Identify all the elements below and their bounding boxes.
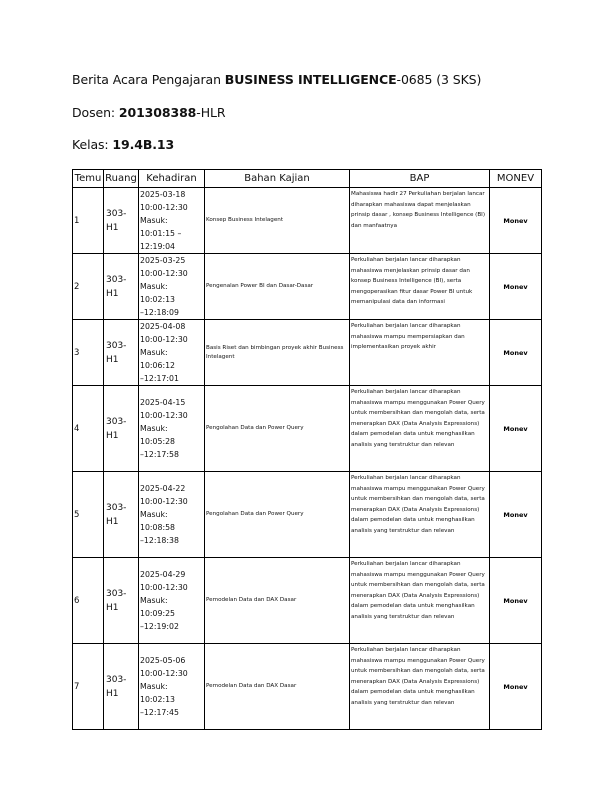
table-row — [73, 644, 542, 730]
kehadiran-cell — [139, 644, 205, 730]
kehadiran-line: 2025-04-15 — [140, 398, 186, 407]
monev-cell — [490, 558, 542, 644]
bahan-kajian-cell: Pemodelan Data dan DAX Dasar — [205, 644, 350, 730]
table-header-row — [73, 170, 542, 188]
ruang-cell: 303-H1 — [104, 472, 139, 558]
kehadiran-line: –12:18:09 — [140, 308, 179, 317]
course-name: BUSINESS INTELLIGENCE — [224, 72, 397, 87]
kehadiran-cell — [139, 472, 205, 558]
ruang-cell: 303-H1 — [104, 320, 139, 386]
monev-cell — [490, 472, 542, 558]
kehadiran-line: 10:00-12:30 — [140, 335, 188, 344]
table-row — [73, 558, 542, 644]
kehadiran-line: Masuk: 10:01:15 – — [140, 216, 182, 238]
kehadiran-line: 10:00-12:30 — [140, 269, 188, 278]
kehadiran-line: –12:17:45 — [140, 708, 179, 717]
column-header-kehadiran: Kehadiran — [139, 170, 205, 188]
bap-cell: Perkuliahan berjalan lancar diharapkan mahasiswa mampu menggunakan Power Query untuk membersihkan dan mengolah data, serta menerapkan DAX (Data Analysis Expressions) dalam pemodelan data untuk menghasilkan analisis yang terstruktur dan relevan — [350, 386, 490, 472]
kehadiran-line: 2025-03-18 — [140, 190, 186, 199]
temu-cell: 5 — [73, 472, 104, 558]
ruang-cell: 303-H1 — [104, 644, 139, 730]
temu-cell: 6 — [73, 558, 104, 644]
bap-cell: Perkuliahan berjalan lancar diharapkan mahasiswa mampu mempersiapkan dan implementasikan proyek akhir — [350, 320, 490, 386]
table-row — [73, 188, 542, 254]
monev-cell — [490, 644, 542, 730]
lecturer-label: Dosen: — [72, 105, 119, 120]
monev-cell — [490, 254, 542, 320]
bahan-kajian-cell: Pengolahan Data dan Power Query — [205, 472, 350, 558]
kehadiran-line: –12:17:01 — [140, 374, 179, 383]
course-code-credits: -0685 (3 SKS) — [396, 72, 482, 87]
bahan-kajian-cell: Pengolahan Data dan Power Query — [205, 386, 350, 472]
monev-cell — [490, 188, 542, 254]
kehadiran-line: –12:19:02 — [140, 622, 179, 631]
kehadiran-line: –12:17:58 — [140, 450, 179, 459]
temu-cell: 3 — [73, 320, 104, 386]
lecturer-id: 201308388 — [118, 105, 197, 120]
column-header-temu: Temu — [73, 170, 104, 188]
table-row — [73, 386, 542, 472]
kehadiran-line: Masuk: 10:09:25 — [140, 596, 176, 618]
ruang-cell: 303-H1 — [104, 558, 139, 644]
bap-cell: Perkuliahan berjalan lancar diharapkan mahasiswa mampu menggunakan Power Query untuk membersihkan dan mengolah data, serta menerapkan DAX (Data Analysis Expressions) dalam pemodelan data untuk menghasilkan analisis yang terstruktur dan relevan — [350, 472, 490, 558]
monev-link[interactable]: Monev — [503, 424, 528, 433]
table-row — [73, 472, 542, 558]
table-row — [73, 254, 542, 320]
bap-cell: Mahasiswa hadir 27 Perkuliahan berjalan lancar diharapkan mahasiswa dapat menjelaskan prinsip dasar , konsep Business Intelligence (BI) dan manfaatnya — [350, 188, 490, 254]
column-header-ruang: Ruang — [104, 170, 139, 188]
column-header-bahan-kajian: Bahan Kajian — [205, 170, 350, 188]
bap-cell: Perkuliahan berjalan lancar diharapkan mahasiswa mampu menggunakan Power Query untuk membersihkan dan mengolah data, serta menerapkan DAX (Data Analysis Expressions) dalam pemodelan data untuk menghasilkan analisis yang terstruktur dan relevan — [350, 644, 490, 730]
ruang-cell: 303-H1 — [104, 188, 139, 254]
bahan-kajian-cell: Pemodelan Data dan DAX Dasar — [205, 558, 350, 644]
bahan-kajian-cell: Konsep Business Intelagent — [205, 188, 350, 254]
kehadiran-line: 10:00-12:30 — [140, 583, 188, 592]
kehadiran-line: Masuk: 10:02:13 — [140, 282, 176, 304]
kehadiran-line: 10:00-12:30 — [140, 497, 188, 506]
title-prefix: Berita Acara Pengajaran — [72, 72, 225, 87]
kehadiran-cell — [139, 254, 205, 320]
temu-cell: 7 — [73, 644, 104, 730]
column-header-bap: BAP — [350, 170, 490, 188]
monev-cell — [490, 320, 542, 386]
kehadiran-line: Masuk: 10:02:13 — [140, 682, 176, 704]
temu-cell: 4 — [73, 386, 104, 472]
bahan-kajian-cell: Basis Riset dan bimbingan proyek akhir Business Intelagent — [205, 320, 350, 386]
temu-cell: 1 — [73, 188, 104, 254]
ruang-cell: 303-H1 — [104, 386, 139, 472]
kehadiran-line: 10:00-12:30 — [140, 411, 188, 420]
table-row — [73, 320, 542, 386]
monev-link[interactable]: Monev — [503, 510, 528, 519]
kehadiran-line: 2025-04-22 — [140, 484, 186, 493]
monev-link[interactable]: Monev — [503, 596, 528, 605]
monev-cell — [490, 386, 542, 472]
monev-link[interactable]: Monev — [503, 282, 528, 291]
kehadiran-line: 2025-04-08 — [140, 322, 186, 331]
kehadiran-cell — [139, 386, 205, 472]
teaching-record-table — [72, 169, 542, 730]
lecturer-suffix: -HLR — [196, 105, 226, 120]
kehadiran-cell — [139, 558, 205, 644]
class-line — [72, 137, 174, 152]
column-header-monev: MONEV — [490, 170, 542, 188]
lecturer-line — [72, 105, 225, 120]
class-value: 19.4B.13 — [112, 137, 175, 152]
kehadiran-line: 10:00-12:30 — [140, 669, 188, 678]
temu-cell: 2 — [73, 254, 104, 320]
kehadiran-line: 2025-05-06 — [140, 656, 186, 665]
kehadiran-line: 12:19:04 — [140, 242, 176, 251]
document-title — [72, 72, 481, 87]
kehadiran-line: Masuk: 10:05:28 — [140, 424, 176, 446]
monev-link[interactable]: Monev — [503, 348, 528, 357]
class-label: Kelas: — [72, 137, 113, 152]
kehadiran-cell — [139, 320, 205, 386]
kehadiran-line: –12:18:38 — [140, 536, 179, 545]
kehadiran-line: 10:00-12:30 — [140, 203, 188, 212]
bap-cell: Perkuliahan berjalan lancar diharapkan mahasiswa mampu menggunakan Power Query untuk membersihkan dan mengolah data, serta menerapkan DAX (Data Analysis Expressions) dalam pemodelan data untuk menghasilkan analisis yang terstruktur dan relevan — [350, 558, 490, 644]
kehadiran-line: 2025-04-29 — [140, 570, 186, 579]
kehadiran-line: Masuk: 10:06:12 — [140, 348, 176, 370]
bap-cell: Perkuliahan berjalan lancar diharapkan mahasiswa menjelaskan prinsip dasar dan konsep Business Intelligence (BI), serta mengoperasikan fitur dasar Power BI untuk memanipulasi data dan informasi — [350, 254, 490, 320]
monev-link[interactable]: Monev — [503, 216, 528, 225]
kehadiran-line: Masuk: 10:08:58 — [140, 510, 176, 532]
kehadiran-line: 2025-03-25 — [140, 256, 186, 265]
monev-link[interactable]: Monev — [503, 682, 528, 691]
ruang-cell: 303-H1 — [104, 254, 139, 320]
kehadiran-cell — [139, 188, 205, 254]
bahan-kajian-cell: Pengenalan Power BI dan Dasar-Dasar — [205, 254, 350, 320]
